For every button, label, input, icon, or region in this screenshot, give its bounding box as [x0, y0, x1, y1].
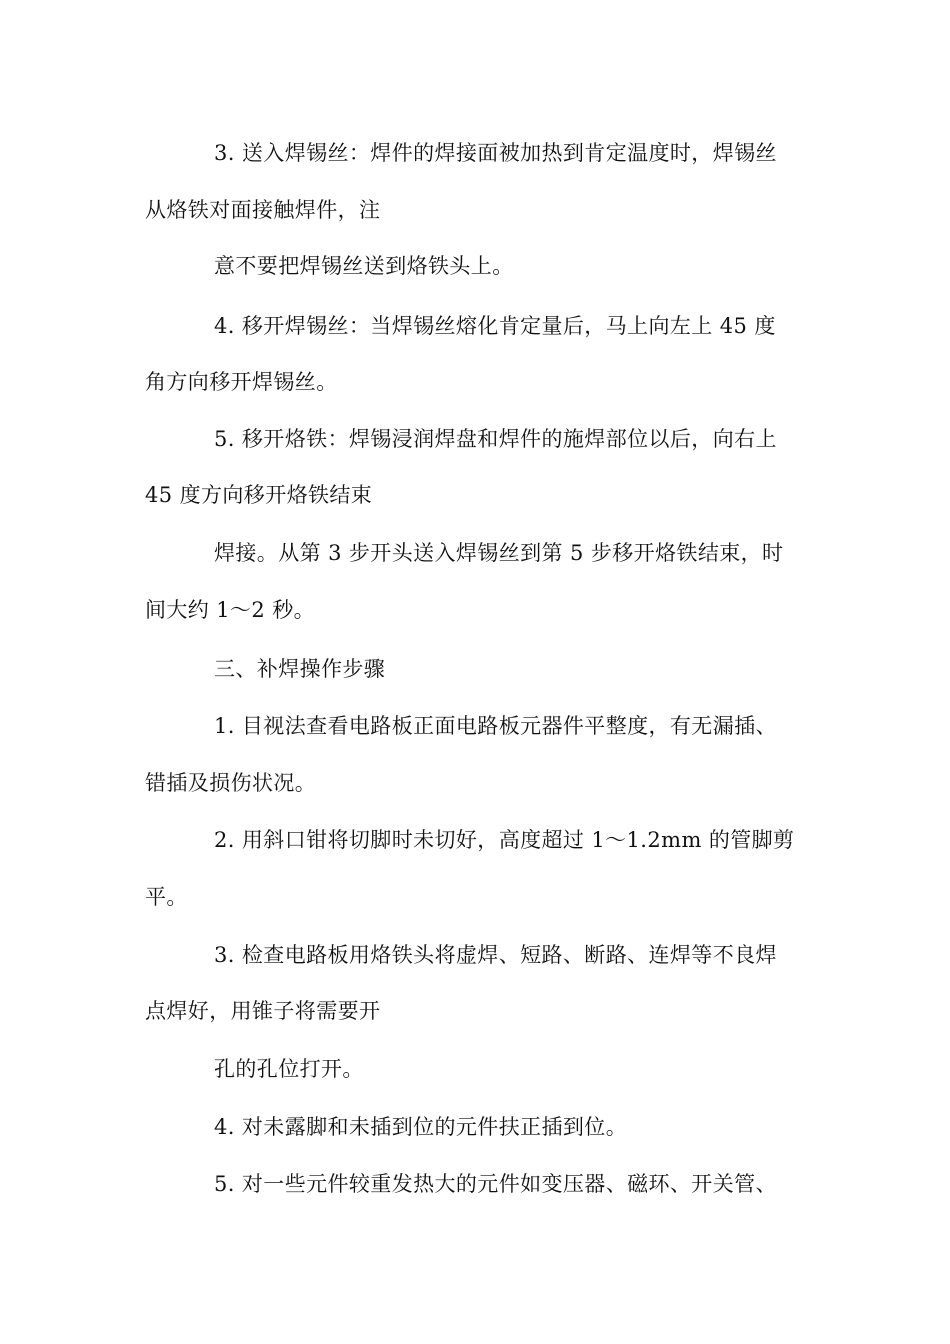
text-line: 5. 移开烙铁：焊锡浸润焊盘和焊件的施焊部位以后，向右上	[214, 427, 777, 451]
section-heading: 三、补焊操作步骤	[214, 657, 386, 681]
text-line: 4. 移开焊锡丝：当焊锡丝熔化肯定量后，马上向左上 45 度	[214, 314, 776, 338]
text-line: 4. 对未露脚和未插到位的元件扶正插到位。	[214, 1115, 628, 1139]
text-line: 从烙铁对面接触焊件，注	[145, 198, 381, 222]
text-line: 平。	[145, 885, 188, 909]
text-line: 错插及损伤状况。	[145, 771, 317, 795]
text-line: 间大约 1～2 秒。	[145, 598, 316, 622]
text-line: 5. 对一些元件较重发热大的元件如变压器、磁环、开关管、	[214, 1172, 777, 1196]
text-line: 意不要把焊锡丝送到烙铁头上。	[214, 254, 514, 278]
text-line: 焊接。从第 3 步开头送入焊锡丝到第 5 步移开烙铁结束，时	[214, 541, 784, 565]
text-line: 3. 检查电路板用烙铁头将虚焊、短路、断路、连焊等不良焊	[214, 943, 777, 967]
text-line: 1. 目视法查看电路板正面电路板元器件平整度，有无漏插、	[214, 714, 777, 738]
text-line: 2. 用斜口钳将切脚时未切好，高度超过 1～1.2mm 的管脚剪	[214, 828, 795, 852]
text-line: 45 度方向移开烙铁结束	[145, 483, 373, 507]
text-line: 3. 送入焊锡丝：焊件的焊接面被加热到肯定温度时，焊锡丝	[214, 141, 777, 165]
text-line: 孔的孔位打开。	[214, 1057, 364, 1081]
text-line: 点焊好，用锥子将需要开	[145, 999, 381, 1023]
text-line: 角方向移开焊锡丝。	[145, 370, 338, 394]
